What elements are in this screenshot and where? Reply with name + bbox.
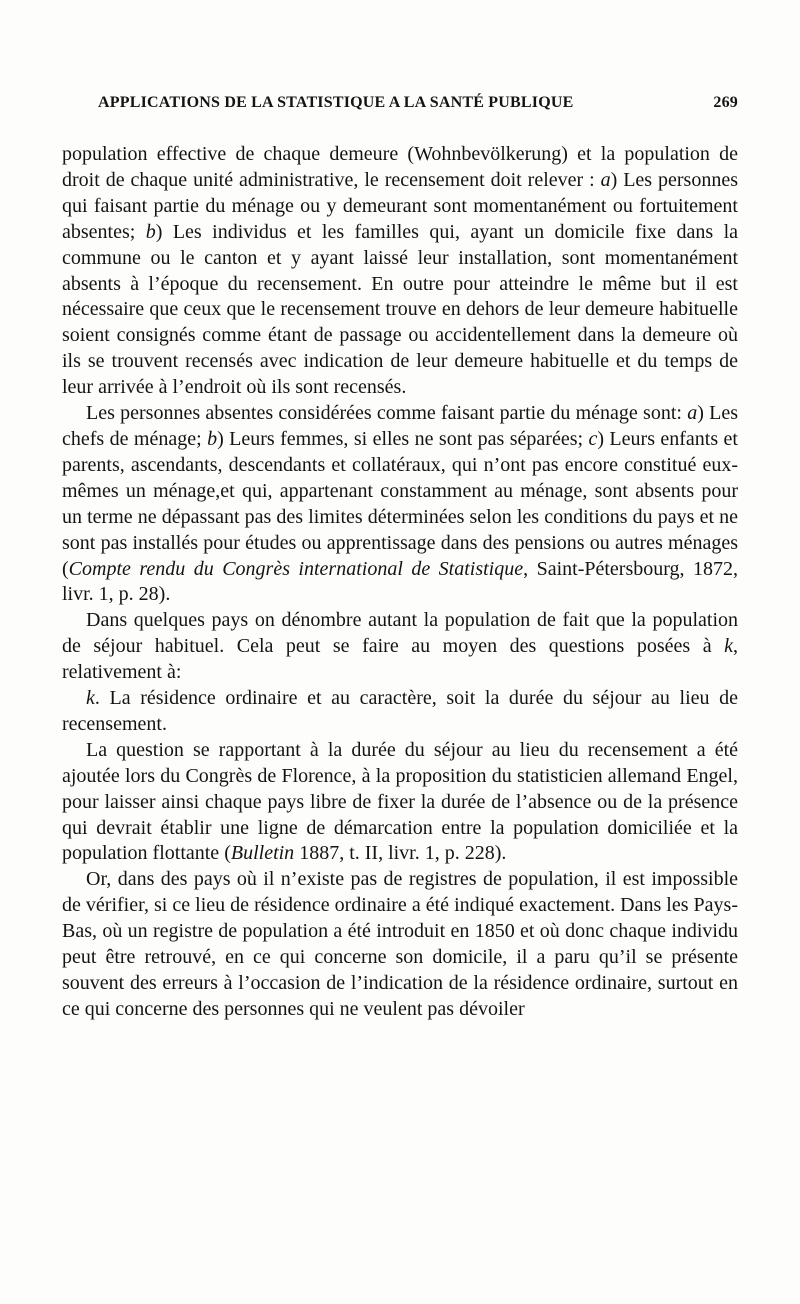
paragraph-6 <box>62 867 738 1022</box>
italic-run: k <box>724 635 733 658</box>
running-header <box>98 94 738 112</box>
page-number: 269 <box>713 94 738 111</box>
paragraph-4 <box>62 686 738 738</box>
text-run: Dans quelques pays on dénombre autant la population de fait que la population de séjour habituel. Cela peut se faire au moyen des questions posées à <box>62 609 738 658</box>
running-title: APPLICATIONS DE LA STATISTIQUE A LA SANTÉ PUBLIQUE <box>98 94 574 111</box>
text-run: , Saint-Pétersbourg, 1872, livr. 1, p. 28). <box>62 557 738 606</box>
italic-run: k <box>86 687 95 710</box>
text-run: population effective de chaque demeure (Wohnbevölkerung) et la population de droit de chaque unité administrative, le recensement doit relever : <box>62 143 738 191</box>
text-run: ) Les chefs de ménage; <box>62 402 738 450</box>
paragraph-5 <box>62 738 738 868</box>
paragraph-1 <box>62 142 738 401</box>
citation-title: Bulletin <box>230 842 295 865</box>
italic-run: c <box>588 427 598 450</box>
text-run: , relativement à: <box>62 635 738 684</box>
paragraph-2 <box>62 401 738 608</box>
italic-run: a <box>687 402 698 425</box>
italic-run: b <box>207 427 218 450</box>
text-run: ) Les personnes qui faisant partie du ménage ou y demeurant sont momentanément ou fortuitement absentes; <box>62 168 738 243</box>
text-run: ) Leurs enfants et parents, ascendants, descendants et collatéraux, qui n’ont pas encore constitué eux-mêmes un ménage,et qui, appartenant constamment au ménage, sont absents pour un terme ne dépassant pas des limites déterminées selon les conditions du pays et ne sont pas installés pour études ou apprentissage dans des pensions ou autres ménages ( <box>62 427 738 580</box>
body-text <box>62 142 738 1023</box>
paragraph-3 <box>62 608 738 686</box>
text-run: Les personnes absentes considérées comme faisant partie du ménage sont: <box>86 402 688 425</box>
italic-run: a <box>600 168 611 191</box>
text-run: La question se rapportant à la durée du séjour au lieu du recensement a été ajoutée lors du Congrès de Florence, à la proposition du statisticien allemand Engel, pour laisser ainsi chaque pays libre de fixer la durée de l’absence ou de la présence qui devrait établir une ligne de démarcation entre la population domiciliée et la population flottante ( <box>62 738 738 865</box>
text-run: ) Leurs femmes, si elles ne sont pas séparées; <box>217 427 589 450</box>
italic-run: b <box>145 220 156 243</box>
text-run: 1887, t. II, livr. 1, p. 228). <box>294 842 507 865</box>
citation-title: Compte rendu du Congrès international de Statistique <box>68 557 524 580</box>
text-run: . La résidence ordinaire et au caractère, soit la durée du séjour au lieu de recensement. <box>62 687 738 735</box>
text-run: Or, dans des pays où il n’existe pas de registres de population, il est impossible de vérifier, si ce lieu de résidence ordinaire a été indiqué exactement. Dans les Pays-Bas, où un registre de population a été introduit en 1850 et où donc chaque individu peut être retrouvé, en ce qui concerne son domicile, il a paru qu’il se présente souvent des erreurs à l’occasion de l’indication de la résidence ordinaire, surtout en ce qui concerne des personnes qui ne veulent pas dévoiler <box>62 868 738 1020</box>
text-run: ) Les individus et les familles qui, ayant un domicile fixe dans la commune ou le canton et y ayant laissé leur installation, sont momentanément absents à l’époque du recensement. En outre pour atteindre le même but il est nécessaire que ceux que le recensement trouve en dehors de leur demeure habituelle soient consignés comme étant de passage ou accidentellement dans la demeure où ils se trouvent recensés avec indication de leur demeure habituelle et du temps de leur arrivée à l’endroit où ils sont recensés. <box>62 220 738 399</box>
